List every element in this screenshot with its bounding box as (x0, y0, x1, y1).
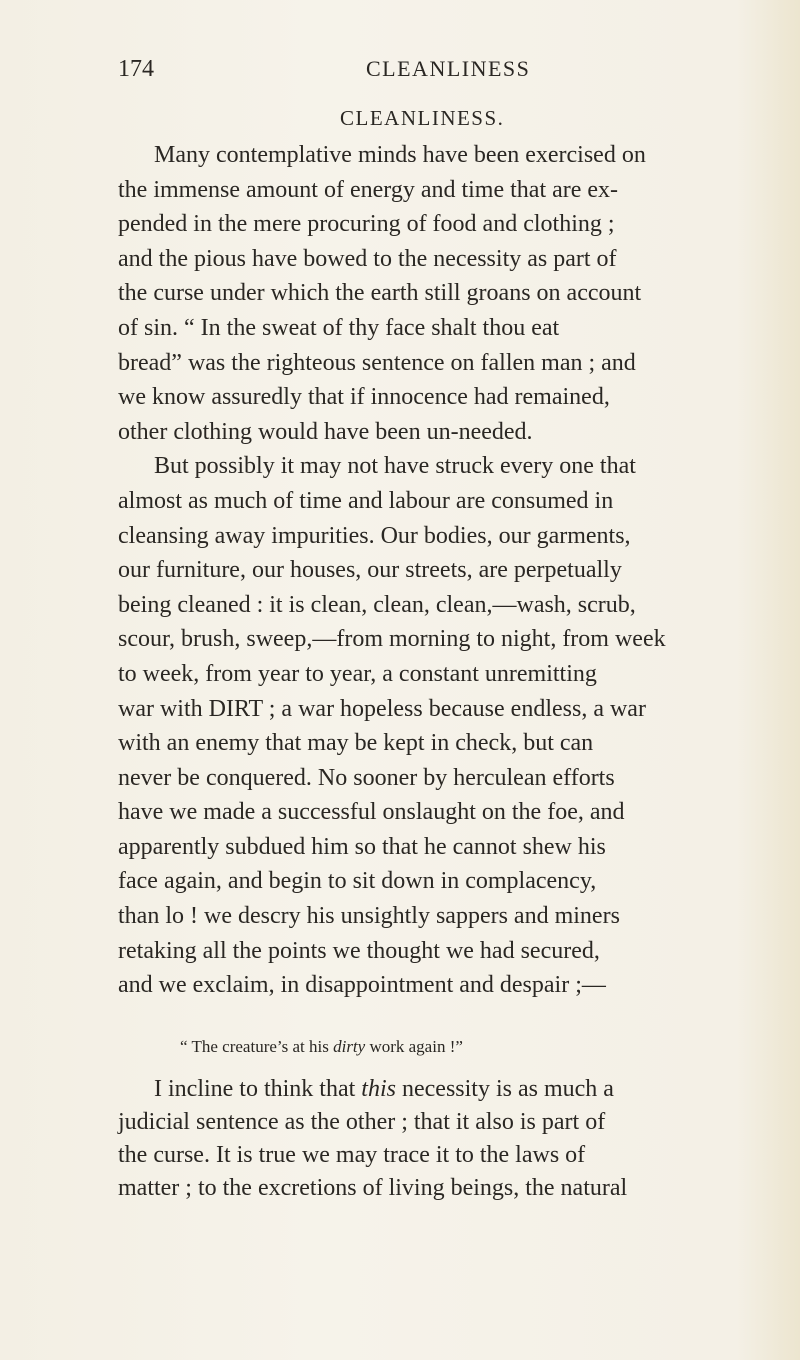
text-line: and we exclaim, in disappointment and despair ;— (118, 972, 606, 999)
text-line: retaking all the points we thought we had secured, (118, 937, 600, 964)
section-title: CLEANLINESS. (340, 106, 505, 130)
text-line: our furniture, our houses, our streets, are perpetually (118, 557, 622, 584)
text-line: scour, brush, sweep,—from morning to night, from week (118, 626, 666, 653)
running-title: CLEANLINESS (366, 56, 531, 81)
text-segment: necessity is as much a (395, 1076, 614, 1102)
text-line: the curse under which the earth still groans on account (118, 280, 642, 307)
text-line: we know assuredly that if innocence had remained, (118, 384, 610, 411)
text-line: cleansing away impurities. Our bodies, our garments, (118, 522, 631, 549)
text-segment: I incline to think that (154, 1076, 362, 1102)
page-header (118, 56, 798, 86)
text-line: of sin. “ In the sweat of thy face shalt thou eat (118, 314, 560, 341)
page-number: 174 (118, 56, 154, 82)
text-line: with an enemy that may be kept in check, but can (118, 730, 594, 757)
body-text (118, 138, 790, 1003)
text-emphasis: this (361, 1076, 396, 1102)
block-quote (180, 1037, 463, 1057)
text-line: war with DIRT ; a war hopeless because endless, a war (118, 695, 646, 722)
text-line: pended in the mere procuring of food and clothing ; (118, 211, 615, 238)
text-line: other clothing would have been un-needed. (118, 418, 533, 445)
text-line: judicial sentence as the other ; that it also is part of (118, 1109, 606, 1135)
text-line: the curse. It is true we may trace it to the laws of (118, 1142, 586, 1168)
text-line: and the pious have bowed to the necessity as part of (118, 245, 617, 272)
text-line: face again, and begin to sit down in complacency, (118, 868, 597, 895)
text-line: Many contemplative minds have been exercised on (154, 142, 646, 168)
text-line: bread” was the righteous sentence on fallen man ; and (118, 349, 636, 376)
text-line (118, 1073, 790, 1106)
text-line: than lo ! we descry his unsightly sappers and miners (118, 903, 620, 930)
quote-text: work again !” (365, 1037, 463, 1056)
quote-text: “ The creature’s at his (180, 1037, 334, 1056)
text-line: matter ; to the excretions of living beings, the natural (118, 1175, 628, 1201)
text-line: to week, from year to year, a constant unremitting (118, 660, 597, 687)
text-line: almost as much of time and labour are consumed in (118, 487, 614, 514)
quote-emphasis: dirty (333, 1037, 366, 1056)
text-line: have we made a successful onslaught on the foe, and (118, 799, 625, 826)
text-line: apparently subdued him so that he cannot shew his (118, 833, 606, 860)
text-line: the immense amount of energy and time that are ex- (118, 176, 619, 203)
text-line: But possibly it may not have struck every one that (154, 453, 636, 480)
text-line: being cleaned : it is clean, clean, clean,—wash, scrub, (118, 591, 636, 618)
text-line: never be conquered. No sooner by herculean efforts (118, 764, 615, 791)
body-text (118, 1073, 790, 1205)
